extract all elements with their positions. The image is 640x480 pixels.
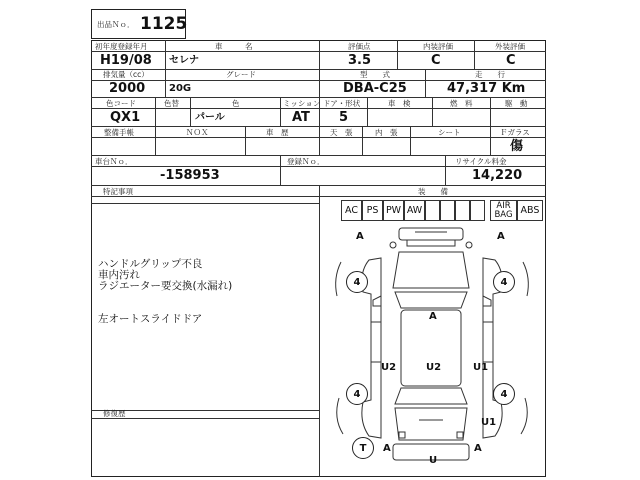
damage-mark: U1 xyxy=(473,362,489,373)
label-doors: ドア・形状 xyxy=(323,99,361,108)
damage-mark: A xyxy=(383,443,391,454)
damage-mark: U xyxy=(429,455,438,466)
damage-circle: T xyxy=(352,437,374,459)
value-recycle-fee: 14,220 xyxy=(472,168,523,183)
label-service-book: 整備手帳 xyxy=(104,128,134,137)
label-car-history: 車 歴 xyxy=(266,128,289,137)
value-displacement: 2000 xyxy=(109,81,146,96)
remarks-text xyxy=(98,259,313,325)
label-displacement: 排気量（cc） xyxy=(103,70,149,79)
value-front-glass: 傷 xyxy=(510,139,524,154)
value-color-code: QX1 xyxy=(110,110,141,125)
damage-mark: A xyxy=(356,231,364,242)
label-headliner: 天 張 xyxy=(330,128,353,137)
damage-mark: A xyxy=(474,443,482,454)
damage-mark: U2 xyxy=(381,362,397,373)
label-recycle-fee: リサイクル料金 xyxy=(455,157,507,166)
value-car-name: セレナ xyxy=(169,55,199,66)
label-repair-history: 修復歴 xyxy=(103,409,126,418)
damage-mark: U2 xyxy=(426,362,442,373)
value-color: パール xyxy=(195,112,225,123)
label-grade: グレード xyxy=(226,70,256,79)
value-doors: 5 xyxy=(339,110,349,125)
remark-line xyxy=(98,292,313,303)
equipment-abs: ABS xyxy=(517,200,543,221)
label-drive: 駆 動 xyxy=(505,99,528,108)
damage-circle: 4 xyxy=(346,383,368,405)
lot-number-label: 出品Ｎｏ． xyxy=(97,20,135,29)
equipment-airbag: AIR BAG xyxy=(490,200,517,221)
value-chassis-number: -158953 xyxy=(160,168,220,183)
value-score: 3.5 xyxy=(348,53,372,68)
label-transmission: ミッション xyxy=(283,99,321,108)
label-car-name: 車 名 xyxy=(215,42,253,51)
lot-number-box xyxy=(91,9,186,39)
label-remarks: 特記事項 xyxy=(103,187,133,196)
value-mileage: 47,317 Km xyxy=(447,81,526,96)
value-first-registration: H19/08 xyxy=(100,53,152,68)
value-grade: 20G xyxy=(169,83,192,94)
damage-circle: 4 xyxy=(493,383,515,405)
label-chassis-number: 車台Ｎｏ． xyxy=(95,157,133,166)
value-exterior-grade: C xyxy=(506,53,516,68)
label-registration-number: 登録Ｎｏ． xyxy=(287,157,325,166)
car-diagram xyxy=(319,222,545,476)
equipment-pw: PW xyxy=(383,200,404,221)
label-equipment: 装 備 xyxy=(418,187,448,196)
label-seat: シート xyxy=(438,128,461,137)
equipment-blank xyxy=(440,200,455,221)
label-front-glass: Ｆガラス xyxy=(500,128,530,137)
label-color-change: 色替 xyxy=(164,99,179,108)
lot-number: 1125 xyxy=(140,14,188,34)
value-model-code: DBA-C25 xyxy=(343,81,407,96)
label-color: 色 xyxy=(232,99,240,108)
label-model-code: 型 式 xyxy=(360,70,390,79)
label-interior-grade: 内装評価 xyxy=(423,42,453,51)
remark-line: ラジエーター要交換(水漏れ) xyxy=(98,280,233,292)
remark-line: ハンドルグリップ不良 xyxy=(98,258,203,270)
equipment-ps: PS xyxy=(362,200,383,221)
equipment-blank xyxy=(455,200,470,221)
label-mileage: 走 行 xyxy=(475,70,505,79)
label-exterior-grade: 外装評価 xyxy=(495,42,525,51)
label-first-registration: 初年度登録年月 xyxy=(95,42,148,51)
damage-circle: 4 xyxy=(346,271,368,293)
label-fuel: 燃 料 xyxy=(450,99,473,108)
value-transmission: AT xyxy=(292,110,310,125)
label-nox: ＮＯＸ xyxy=(186,128,209,137)
value-interior-grade: C xyxy=(431,53,441,68)
equipment-ac: AC xyxy=(341,200,362,221)
damage-circle: 4 xyxy=(493,271,515,293)
label-inspection: 車 検 xyxy=(388,99,411,108)
damage-mark: A xyxy=(429,311,437,322)
remark-line: 左オートスライドドア xyxy=(98,313,203,325)
remark-line: 車内汚れ xyxy=(98,269,140,281)
equipment-blank xyxy=(470,200,485,221)
label-color-code: 色コード xyxy=(106,99,136,108)
label-interior-trim: 内 張 xyxy=(375,128,398,137)
equipment-blank xyxy=(425,200,440,221)
equipment-aw: AW xyxy=(404,200,425,221)
damage-mark: A xyxy=(497,231,505,242)
label-score: 評価点 xyxy=(348,42,371,51)
damage-mark: U1 xyxy=(481,417,497,428)
